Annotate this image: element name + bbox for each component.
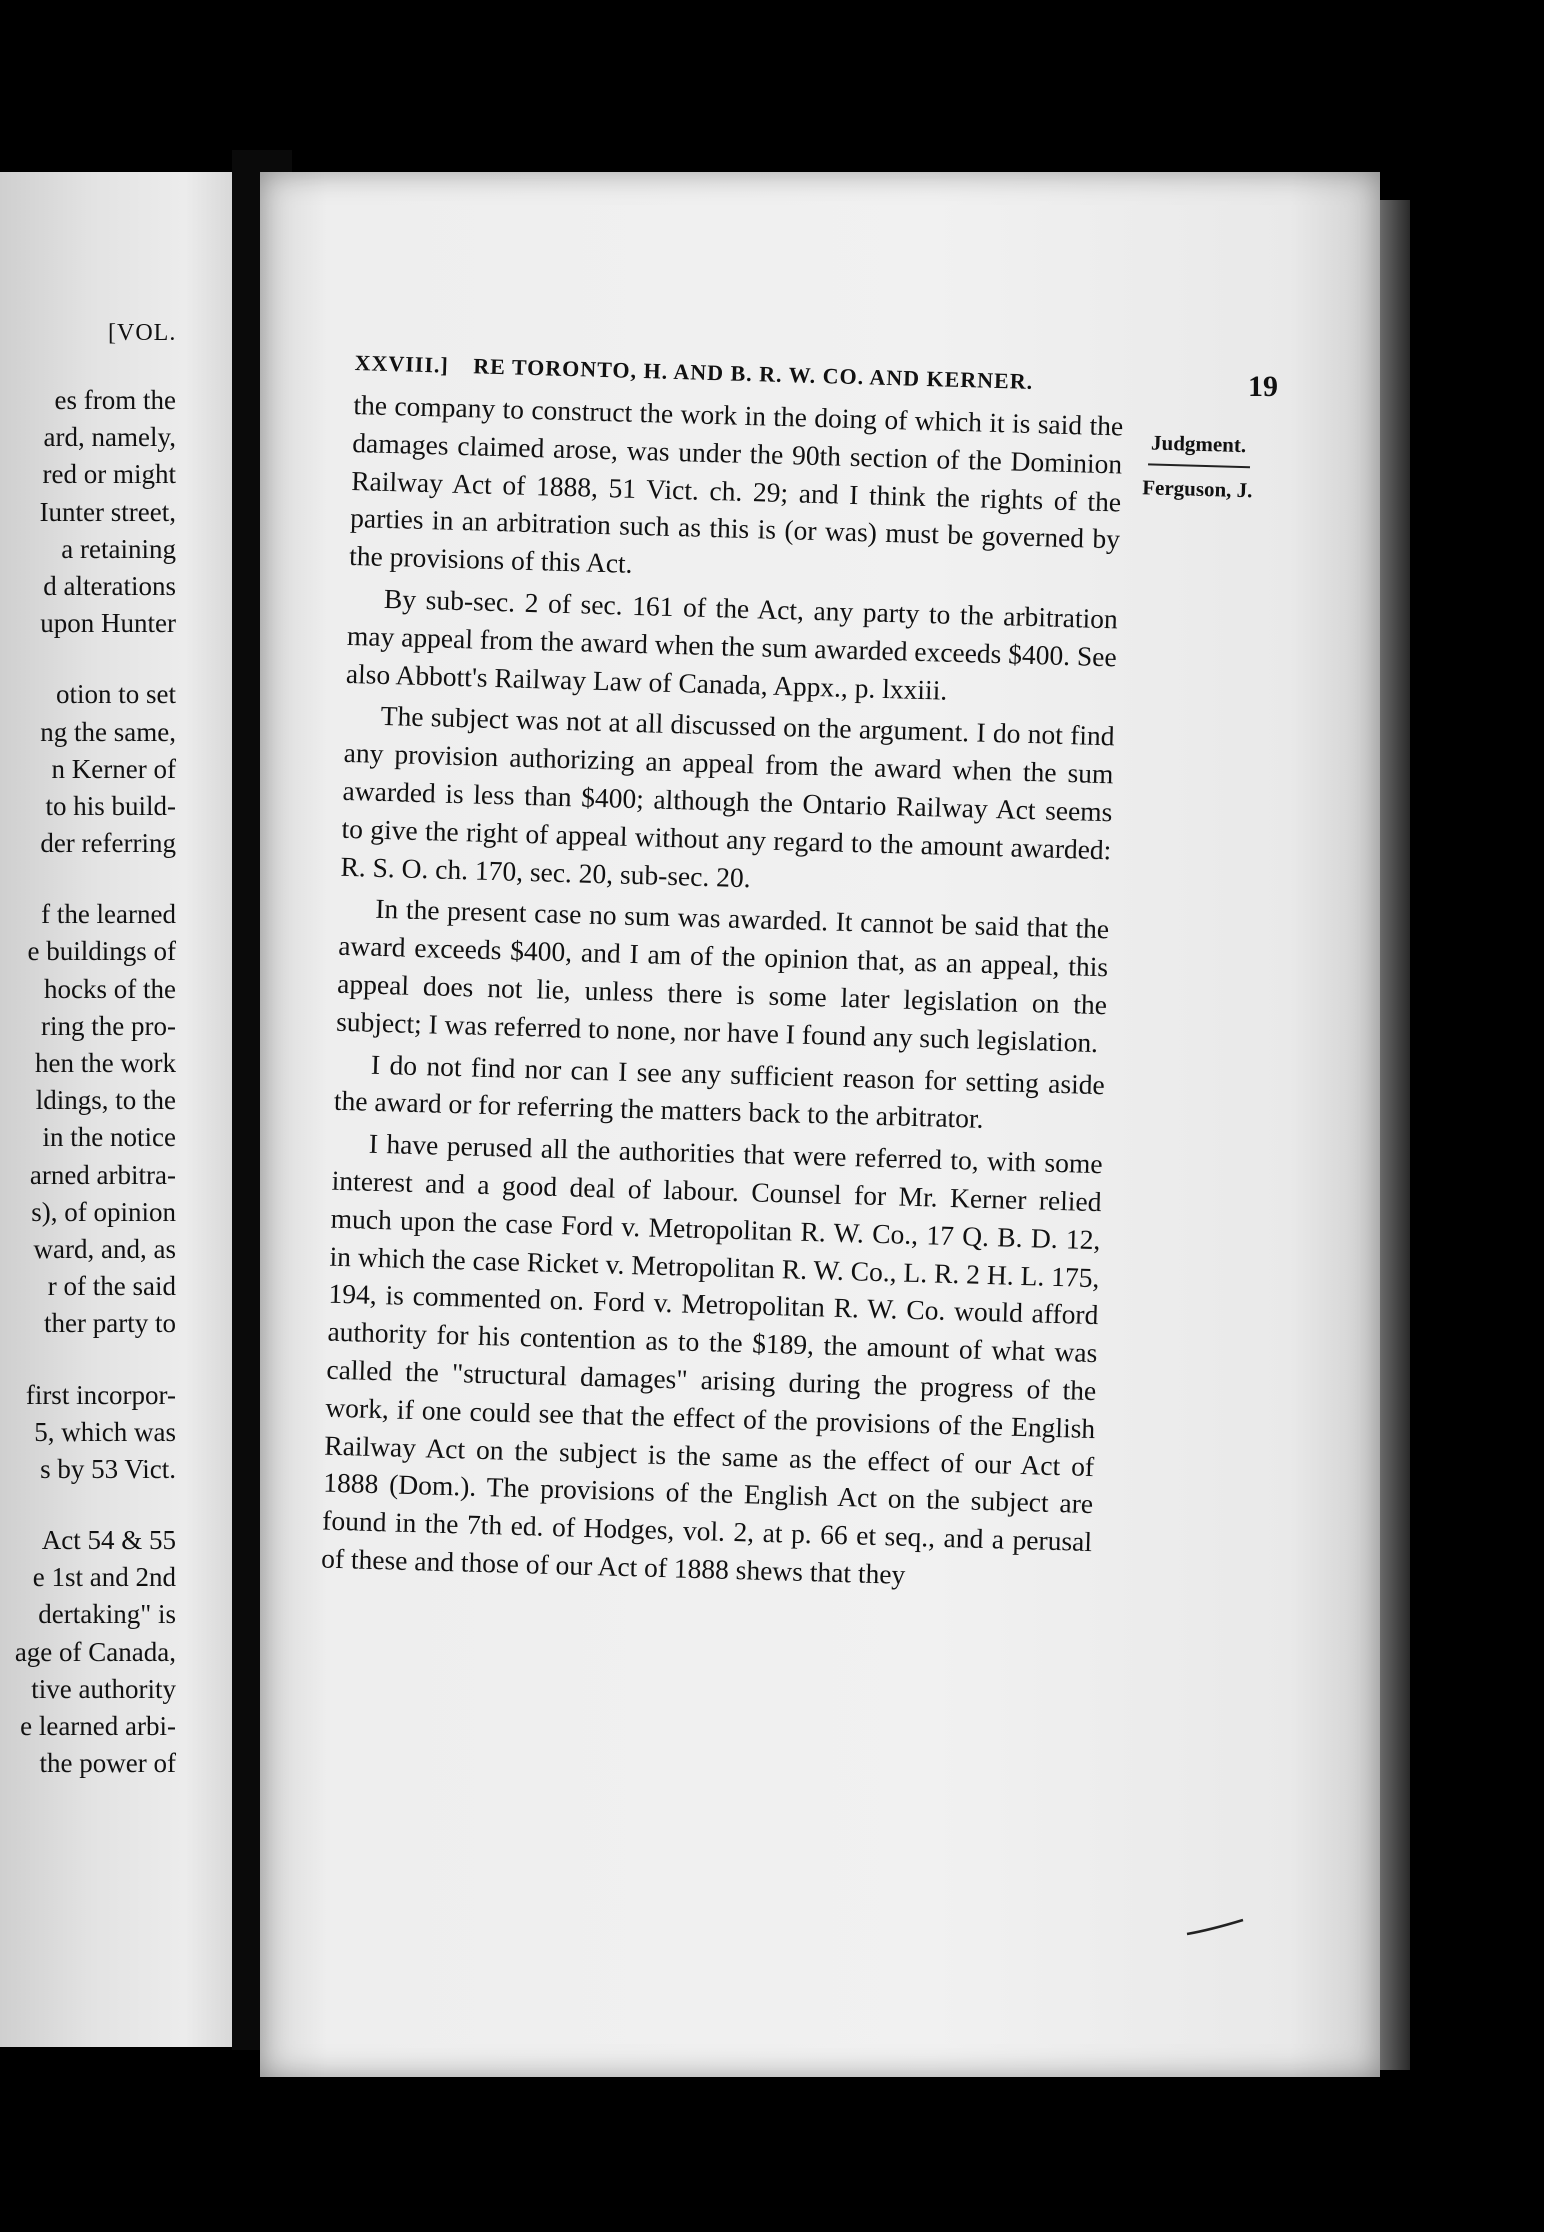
left-page-line: ldings, to the [35, 1085, 176, 1116]
left-page-header: [VOL. [108, 320, 177, 346]
margin-note-judge: Ferguson, J. [1141, 475, 1253, 503]
left-page-line: 5, which was [34, 1416, 176, 1447]
left-page-line: otion to set [56, 679, 176, 710]
left-page-line: Act 54 & 55 [41, 1525, 176, 1556]
left-page-line: arned arbitra- [29, 1159, 176, 1190]
left-page-line: der referring [40, 828, 176, 859]
left-page-line: e 1st and 2nd [32, 1562, 176, 1593]
left-page-line: Iunter street, [39, 496, 176, 527]
left-page-line: r of the said [47, 1271, 176, 1302]
left-page-gap [0, 1488, 176, 1522]
left-page-line: tive authority [31, 1673, 176, 1704]
body-text [321, 386, 1124, 1599]
page-edge [1380, 200, 1410, 2070]
left-page-line: f the learned [41, 899, 176, 930]
paragraph: By sub-sec. 2 of sec. 161 of the Act, any party to the arbitration may appeal from the award when the sum awarded exceeds $400. See also Abbott's Railway Law of Canada, Appx., p. lxxiii. [345, 582, 1119, 706]
left-page-line: in the notice [42, 1122, 176, 1153]
page-number: 19 [1248, 370, 1278, 403]
right-page-text-block [321, 350, 1125, 1603]
left-page-line: hen the work [35, 1048, 176, 1078]
left-page-line: red or might [42, 459, 176, 490]
paragraph: I do not find nor can I see any sufficient reason for setting aside the award or for referring the matters back to the arbitrator. [333, 1048, 1106, 1135]
left-page-line: first incorpor- [25, 1379, 176, 1410]
left-page-line: hocks of the [44, 973, 176, 1004]
left-page-line: e learned arbi- [20, 1711, 176, 1741]
left-page-line: ring the pro- [41, 1010, 176, 1041]
running-head-title: RE TORONTO, H. AND B. R. W. CO. AND KERNER. [472, 353, 1034, 394]
margin-note-judgment: Judgment. [1150, 430, 1247, 458]
left-page-line: n Kerner of [51, 753, 176, 784]
left-page-line: d alterations [43, 570, 176, 601]
left-page-gap [0, 642, 176, 676]
left-page-line: dertaking" is [38, 1599, 176, 1630]
left-page-line: a retaining [61, 533, 176, 564]
pencil-mark-icon [1185, 1918, 1245, 1938]
left-page-gap [0, 1343, 176, 1377]
left-page-line: e buildings of [27, 936, 176, 967]
left-page [0, 172, 232, 2047]
paragraph: The subject was not at all discussed on the argument. I do not find any provision authorizing an appeal from the award when the sum awarded is less than $400; although the Ontario Railway Act seems to give the right of appeal without any regard to the amount awarded: R. S. O. ch. 170, sec. 20, sub-sec. 20. [340, 700, 1115, 893]
paragraph: I have perused all the authorities that were referred to, with some interest and a good deal of labour. Counsel for Mr. Kerner relied much upon the case Ford v. Metropolitan R. W. Co., 17 Q. B. D. 12, in which the case Ricket v. Metropolitan R. W. Co., L. R. 2 H. L. 175, 194, is commented on. Ford v. Metropolitan R. W. Co. would afford authority for his contention as to the $189, the amount of what was called the "structural damages" arising during the progress of the work, if one could see that the effect of the provisions of the English Railway Act on the subject is the same as the effect of our Act of 1888 (Dom.). The provisions of the English Act on the subject are found in the 7th ed. of Hodges, vol. 2, at p. 66 et seq., and a perusal of these and those of our Act of 1888 shews that they [320, 1127, 1104, 1590]
paragraph: the company to construct the work in the doing of which it is said the damages claimed arose, was under the 90th section of the Dominion Railway Act of 1888, 51 Vict. ch. 29; and I think the rights of the parties in an arbitration such as this is (or was) must be governed by the provisions of this Act. [348, 388, 1124, 580]
left-page-line: ng the same, [40, 716, 176, 747]
left-page-gap [0, 862, 176, 896]
left-page-line: s), of opinion [31, 1196, 176, 1227]
left-page-line: s by 53 Vict. [40, 1453, 176, 1484]
left-page-line: age of Canada, [14, 1636, 176, 1667]
left-page-text [0, 382, 176, 1782]
left-page-line: ard, namely, [43, 422, 176, 453]
running-head-volume: XXVIII.] [354, 350, 450, 378]
left-page-line: ward, and, as [33, 1233, 176, 1264]
margin-note-rule [1148, 463, 1250, 468]
left-page-line: to his build- [45, 790, 176, 821]
left-page-line: upon Hunter [40, 608, 176, 639]
left-page-line: ther party to [44, 1308, 176, 1339]
margin-note [1133, 430, 1263, 504]
left-page-line: es from the [54, 385, 176, 415]
left-page-line: the power of [39, 1748, 176, 1779]
paragraph: In the present case no sum was awarded. It cannot be said that the award exceeds $400, and I am of the opinion that, as an appeal, this appeal does not lie, unless there is some later legislation on the subject; I was referred to none, nor have I found any such legislation. [335, 893, 1110, 1058]
